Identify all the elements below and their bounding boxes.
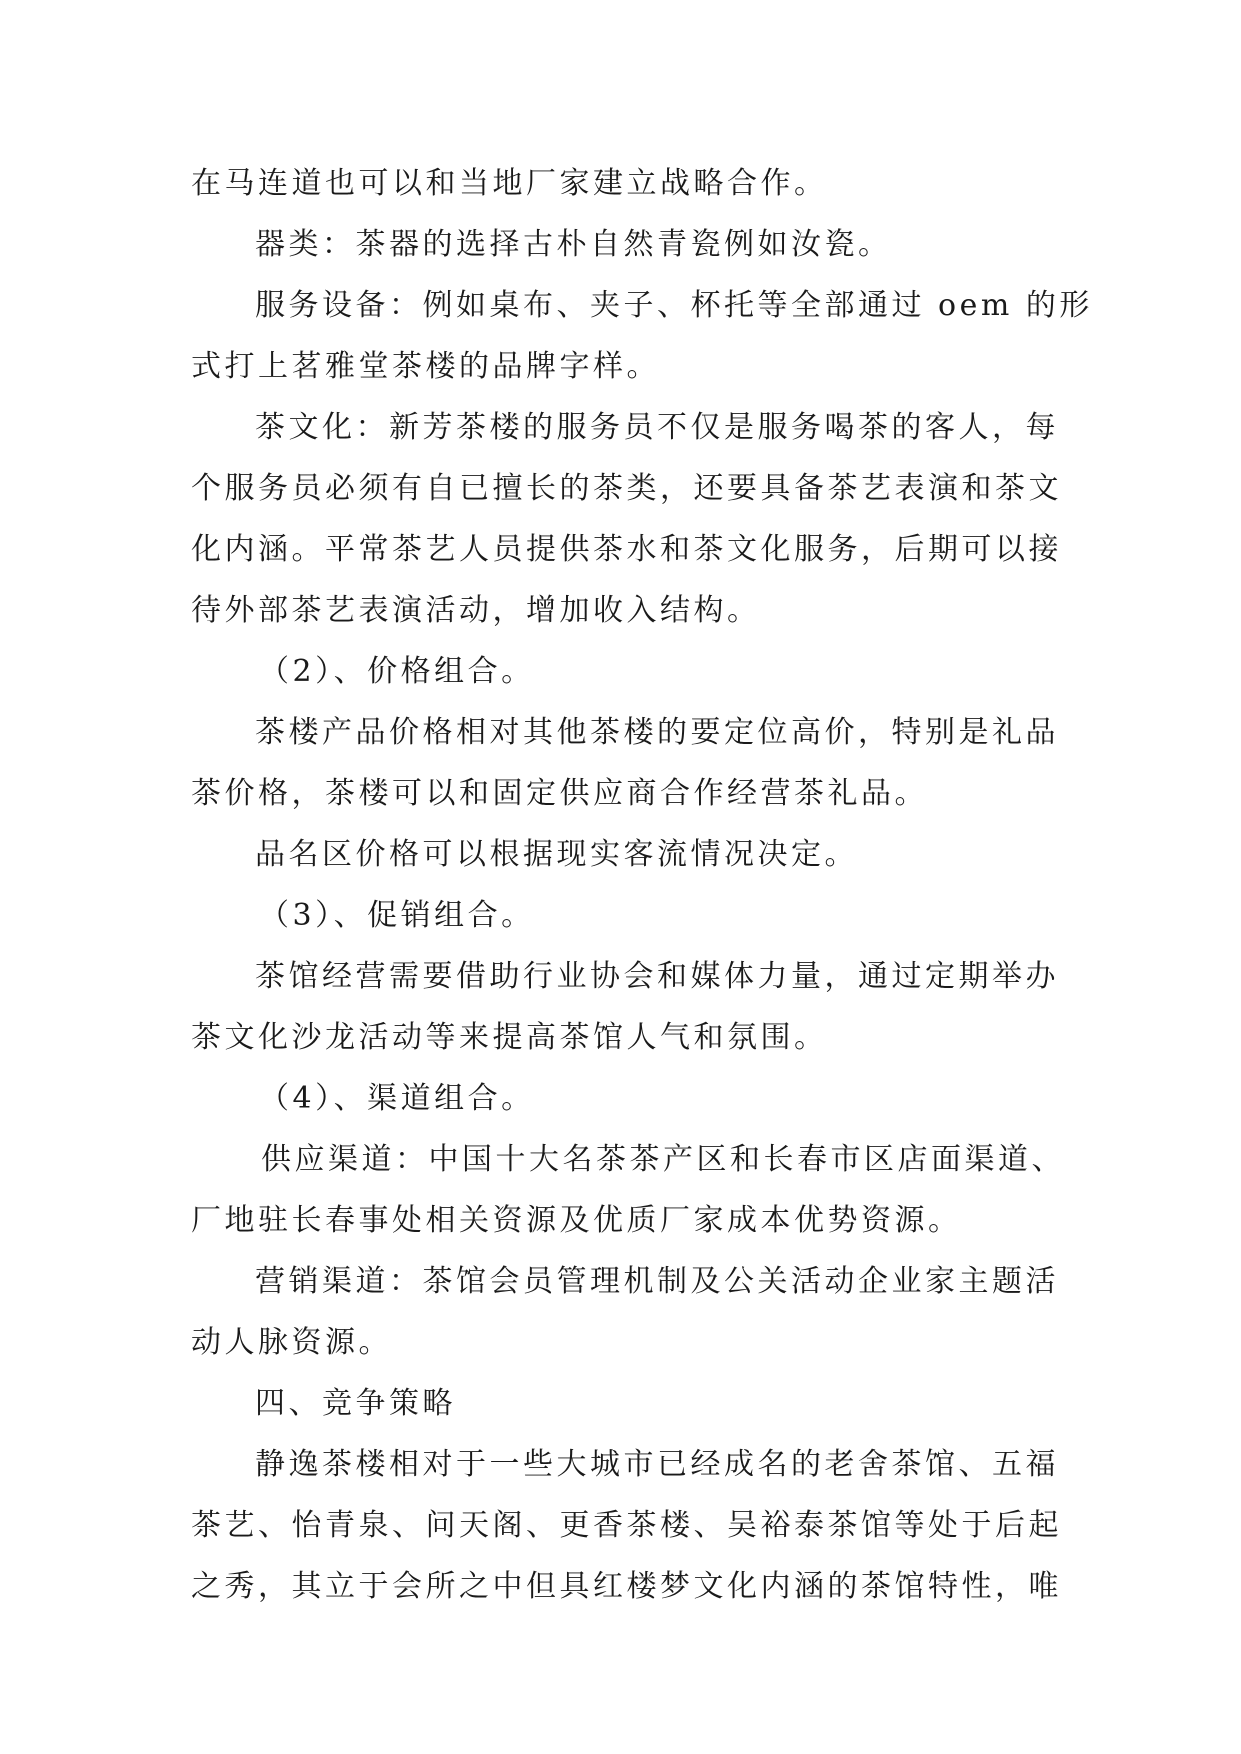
paragraph-line: 茶艺、怡青泉、问天阁、更香茶楼、吴裕泰茶馆等处于后起	[191, 1508, 1062, 1543]
paragraph-line: 化内涵。平常茶艺人员提供茶水和茶文化服务，后期可以接	[191, 532, 1062, 567]
paragraph-line: 动人脉资源。	[191, 1325, 392, 1360]
paragraph-line: 服务设备：例如桌布、夹子、杯托等全部通过 oem 的形	[255, 288, 1093, 323]
paragraph-line: 静逸茶楼相对于一些大城市已经成名的老舍茶馆、五福	[255, 1447, 1059, 1482]
paragraph-line: 品名区价格可以根据现实客流情况决定。	[255, 837, 858, 872]
section-heading: （2）、价格组合。	[259, 654, 535, 689]
paragraph-line: 茶楼产品价格相对其他茶楼的要定位高价，特别是礼品	[255, 715, 1059, 750]
paragraph-line: 之秀，其立于会所之中但具红楼梦文化内涵的茶馆特性，唯	[191, 1569, 1062, 1604]
paragraph-line: 茶文化沙龙活动等来提高茶馆人气和氛围。	[191, 1020, 828, 1055]
paragraph-line: 式打上茗雅堂茶楼的品牌字样。	[191, 349, 660, 384]
paragraph-line: 待外部茶艺表演活动，增加收入结构。	[191, 593, 761, 628]
paragraph-line: 个服务员必须有自已擅长的茶类，还要具备茶艺表演和茶文	[191, 471, 1062, 506]
section-heading: 四、竞争策略	[255, 1386, 456, 1421]
paragraph-line: 供应渠道：中国十大名茶茶产区和长春市区店面渠道、	[261, 1142, 1065, 1177]
paragraph-line: 茶文化：新芳茶楼的服务员不仅是服务喝茶的客人，每	[255, 410, 1059, 445]
section-heading: （3）、促销组合。	[259, 898, 535, 933]
paragraph-line: 茶馆经营需要借助行业协会和媒体力量，通过定期举办	[255, 959, 1059, 994]
paragraph-line: 茶价格，茶楼可以和固定供应商合作经营茶礼品。	[191, 776, 928, 811]
paragraph-line: 在马连道也可以和当地厂家建立战略合作。	[191, 166, 828, 201]
document-body	[191, 153, 1093, 1617]
section-heading: （4）、渠道组合。	[259, 1081, 535, 1116]
paragraph-line: 器类：茶器的选择古朴自然青瓷例如汝瓷。	[255, 227, 892, 262]
paragraph-line: 厂地驻长春事处相关资源及优质厂家成本优势资源。	[191, 1203, 962, 1238]
paragraph-line: 营销渠道：茶馆会员管理机制及公关活动企业家主题活	[255, 1264, 1059, 1299]
